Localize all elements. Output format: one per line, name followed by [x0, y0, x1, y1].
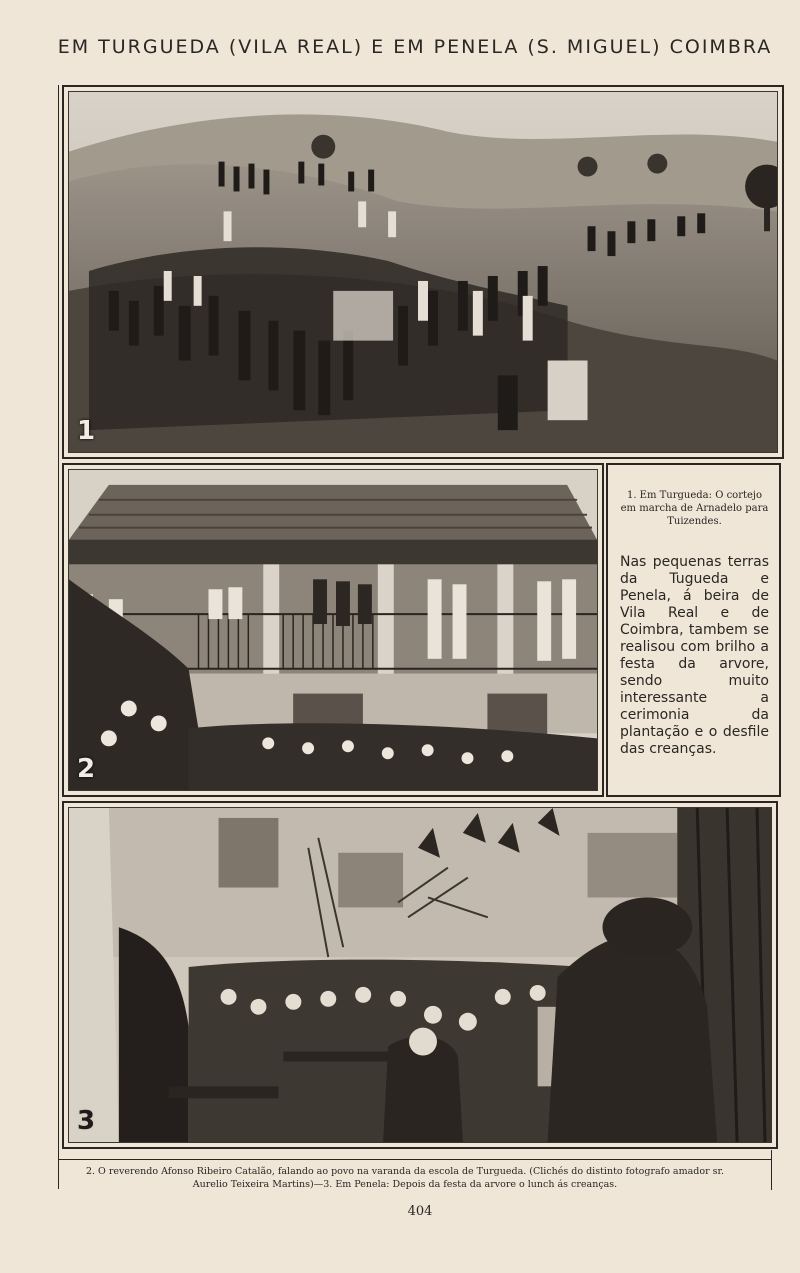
photo-frame-2	[62, 463, 604, 797]
school-veranda-photo	[69, 470, 597, 790]
photo-number-3: 3	[77, 1106, 96, 1136]
photo-frame-1	[62, 85, 784, 459]
footer-top-rule	[58, 1159, 771, 1160]
page-right-rule	[771, 1150, 772, 1190]
photo-1-caption: 1. Em Turgueda: O cortejo em marcha de Arnadelo para Tuizendes.	[620, 490, 769, 527]
lunch-hall-photo	[69, 808, 771, 1142]
procession-photo	[69, 92, 777, 452]
page-left-rule	[58, 85, 59, 1189]
photo-number-2: 2	[77, 754, 96, 784]
sidebar-text-box	[606, 463, 781, 797]
photo-number-1: 1	[77, 416, 96, 446]
photo-frame-3	[62, 801, 778, 1149]
page-number: 404	[407, 1204, 433, 1219]
footer-caption: 2. O reverendo Afonso Ribeiro Catalão, falando ao povo na varanda da escola de Turgueda. (Clichés do distinto fotografo amador sr. Aurelio Teixeira Martins)—3. Em Penela: Depois da festa da arvore o lunch ás creanças.	[85, 1166, 725, 1190]
article-body-text: Nas pequenas terras da Tugueda e Penela, á beira de Vila Real e de Coimbra, tambem se realisou com brilho a festa da arvore, sendo muito interessante a cerimonia da plantação e o desfile das creanças.	[620, 554, 769, 757]
page-header-title: EM TURGUEDA (VILA REAL) E EM PENELA (S. MIGUEL) COIMBRA	[57, 36, 773, 58]
